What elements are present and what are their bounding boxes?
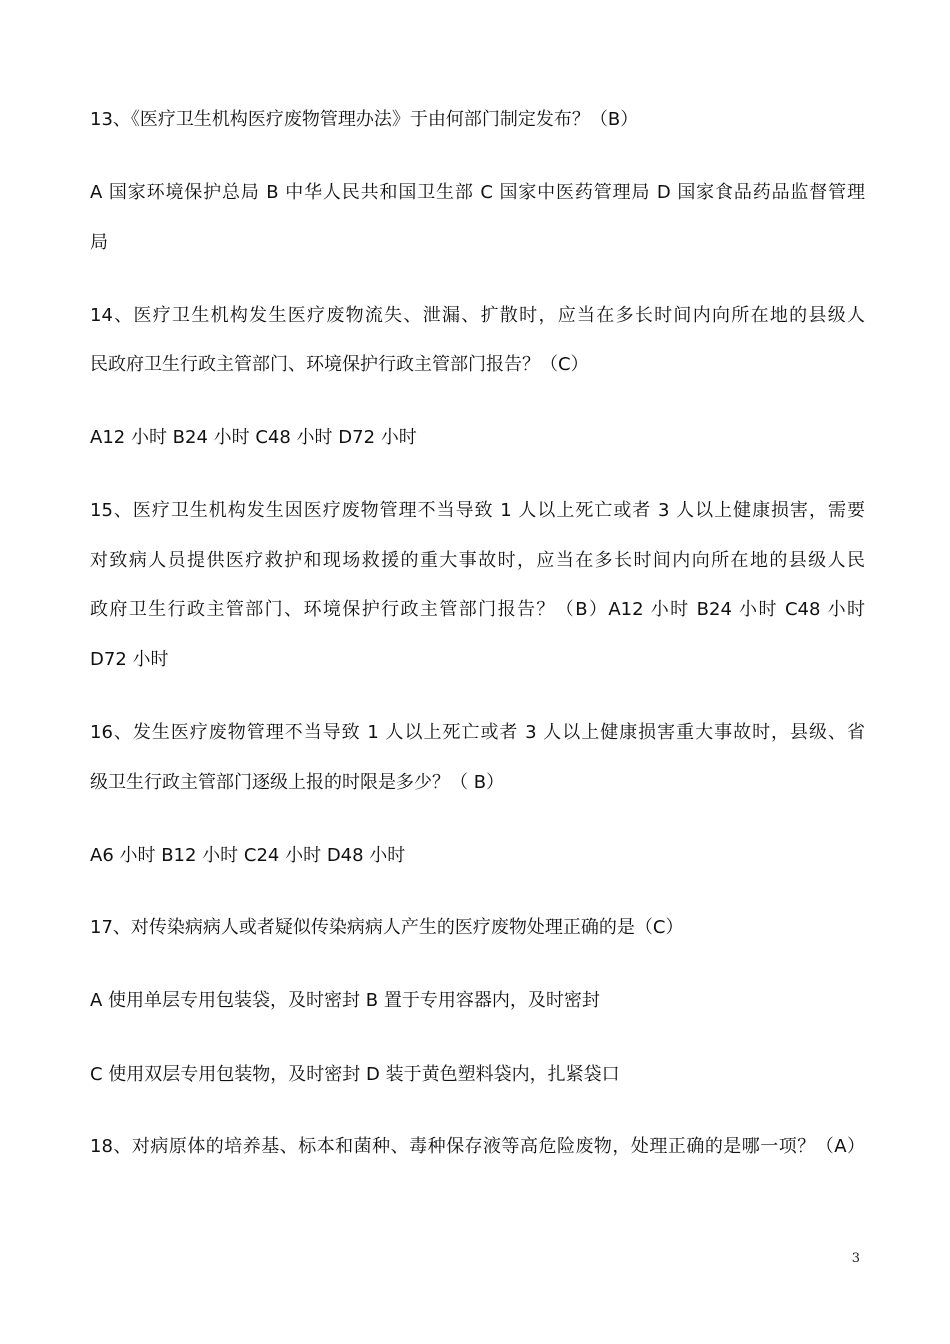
question-13-options: A 国家环境保护总局 B 中华人民共和国卫生部 C 国家中医药管理局 D 国家食品药品监督管理 — [90, 182, 865, 203]
question-18-text: 18、对病原体的培养基、标本和菌种、毒种保存液等高危险废物，处理正确的是哪一项？（A） — [90, 1136, 865, 1157]
question-15-text-continued-2: 政府卫生行政主管部门、环境保护行政主管部门报告？（B）A12 小时 B24 小时 C48 小时 — [90, 599, 865, 620]
question-14-options: A12 小时 B24 小时 C48 小时 D72 小时 — [90, 427, 417, 448]
question-15-text-continued-1: 对致病人员提供医疗救护和现场救援的重大事故时，应当在多长时间内向所在地的县级人民 — [90, 550, 865, 571]
page-number: 3 — [851, 1251, 860, 1266]
question-13-text: 13、《医疗卫生机构医疗废物管理办法》于由何部门制定发布？（B） — [90, 109, 639, 130]
question-16-text: 16、发生医疗废物管理不当导致 1 人以上死亡或者 3 人以上健康损害重大事故时，县级、省 — [90, 722, 865, 743]
question-17-options-c-d: C 使用双层专用包装物，及时密封 D 装于黄色塑料袋内，扎紧袋口 — [90, 1064, 620, 1085]
question-16-options: A6 小时 B12 小时 C24 小时 D48 小时 — [90, 845, 406, 866]
question-15-options-continued: D72 小时 — [90, 649, 169, 670]
question-17-text: 17、对传染病病人或者疑似传染病病人产生的医疗废物处理正确的是（C） — [90, 917, 684, 938]
question-14-text: 14、医疗卫生机构发生医疗废物流失、泄漏、扩散时，应当在多长时间内向所在地的县级人 — [90, 305, 865, 326]
question-13-options-continued: 局 — [90, 232, 108, 253]
question-15-text: 15、医疗卫生机构发生因医疗废物管理不当导致 1 人以上死亡或者 3 人以上健康损害，需要 — [90, 500, 865, 521]
question-14-text-continued: 民政府卫生行政主管部门、环境保护行政主管部门报告？（C） — [90, 354, 589, 375]
question-16-text-continued: 级卫生行政主管部门逐级上报的时限是多少？（ B） — [90, 772, 505, 793]
question-17-options-a-b: A 使用单层专用包装袋，及时密封 B 置于专用容器内，及时密封 — [90, 990, 600, 1011]
